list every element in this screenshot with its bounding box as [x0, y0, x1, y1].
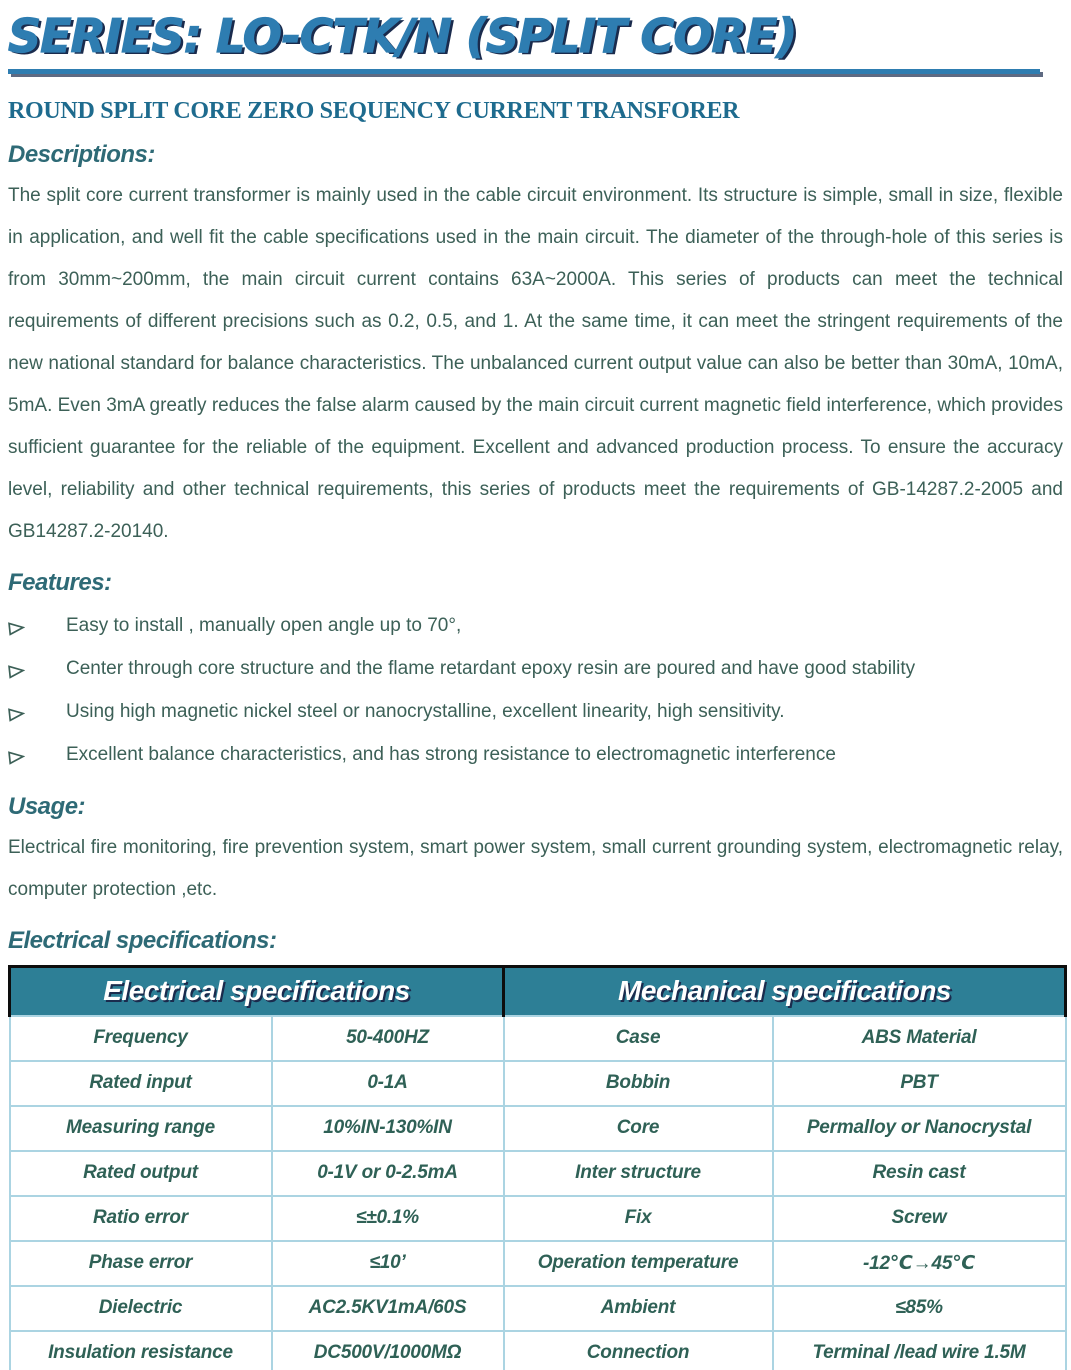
usage-paragraph: Electrical fire monitoring, fire prevention system, smart power system, small current grounding system, electromagnetic relay, computer protection ,etc. — [8, 836, 1063, 900]
spec-value-cell: DC500V/1000MΩ — [272, 1331, 504, 1370]
spec-name-cell: Insulation resistance — [10, 1331, 272, 1370]
electrical-specs-header: Electrical specifications — [10, 966, 504, 1016]
spec-value-cell: ≤±0.1% — [272, 1196, 504, 1241]
spec-value-cell: PBT — [773, 1061, 1066, 1106]
feature-text: Easy to install , manually open angle up to 70°, — [66, 615, 462, 637]
spec-name-cell: Rated input — [10, 1061, 272, 1106]
spec-value-cell: 50-400HZ — [272, 1016, 504, 1061]
feature-text: Excellent balance characteristics, and has strong resistance to electromagnetic interference — [66, 744, 836, 766]
spec-name-cell: Phase error — [10, 1241, 272, 1286]
feature-item — [8, 691, 1063, 734]
spec-name-cell: Ambient — [504, 1286, 773, 1331]
spec-value-cell: Terminal /lead wire 1.5M — [773, 1331, 1066, 1370]
specifications-table — [8, 965, 1067, 1370]
spec-value-cell: ≤85% — [773, 1286, 1066, 1331]
features-heading: Features: — [8, 568, 112, 596]
arrow-bullet-icon — [7, 702, 66, 722]
spec-value-cell: Screw — [773, 1196, 1066, 1241]
title-underline — [8, 69, 1040, 74]
spec-name-cell: Ratio error — [10, 1196, 272, 1241]
spec-name-cell: Frequency — [10, 1016, 272, 1061]
descriptions-paragraph: The split core current transformer is mainly used in the cable circuit environment. Its structure is simple, small in size, flexible in application, and well fit the cable specifications used in the main circuit. The diameter of the through-hole of this series is from 30mm~200mm, the main circuit current contains 63A~2000A. This series of products can meet the technical requirements of different precisions such as 0.2, 0.5, and 1. At the same time, it can meet the stringent requirements of the new national standard for balance characteristics. The unbalanced current output value can also be better than 30mA, 10mA, 5mA. Even 3mA greatly reduces the false alarm caused by the main circuit current magnetic field interference, which provides sufficient guarantee for the reliable of the equipment. Excellent and advanced production process. To ensure the accuracy level, reliability and other technical requirements, this series of products meet the requirements of GB-14287.2-2005 and GB14287.2-20140. — [8, 184, 1064, 542]
spec-name-cell: Case — [504, 1016, 773, 1061]
table-row — [10, 1106, 1066, 1151]
table-row — [10, 1151, 1066, 1196]
table-row — [10, 1196, 1066, 1241]
spec-name-cell: Fix — [504, 1196, 773, 1241]
feature-text: Center through core structure and the flame retardant epoxy resin are poured and have good stability — [66, 658, 916, 680]
table-row — [10, 1016, 1066, 1061]
table-row — [10, 1331, 1066, 1370]
spec-value-cell: 0-1V or 0-2.5mA — [272, 1151, 504, 1196]
mechanical-specs-header: Mechanical specifications — [504, 966, 1066, 1016]
features-list — [8, 605, 1063, 777]
feature-item — [8, 734, 1063, 777]
usage-heading: Usage: — [8, 792, 86, 820]
spec-value-cell: Resin cast — [773, 1151, 1066, 1196]
table-row — [10, 1241, 1066, 1286]
spec-name-cell: Dielectric — [10, 1286, 272, 1331]
page-subtitle: ROUND SPLIT CORE ZERO SEQUENCY CURRENT TRANSFORER — [8, 97, 740, 124]
feature-text: Using high magnetic nickel steel or nanocrystalline, excellent linearity, high sensitivity. — [66, 701, 785, 723]
specs-heading: Electrical specifications: — [8, 926, 277, 954]
spec-value-cell: Permalloy or Nanocrystal — [773, 1106, 1066, 1151]
page-title: SERIES: LO-CTK/N (SPLIT CORE) — [8, 9, 797, 63]
arrow-bullet-icon — [7, 616, 66, 636]
spec-value-cell: 10%IN-130%IN — [272, 1106, 504, 1151]
spec-value-cell: 0-1A — [272, 1061, 504, 1106]
table-header-row — [10, 966, 1066, 1016]
table-row — [10, 1286, 1066, 1331]
feature-item — [8, 605, 1063, 648]
spec-name-cell: Connection — [504, 1331, 773, 1370]
spec-value-cell: AC2.5KV1mA/60S — [272, 1286, 504, 1331]
spec-name-cell: Operation temperature — [504, 1241, 773, 1286]
feature-item — [8, 648, 1063, 691]
spec-value-cell: ≤10’ — [272, 1241, 504, 1286]
spec-name-cell: Inter structure — [504, 1151, 773, 1196]
spec-name-cell: Measuring range — [10, 1106, 272, 1151]
spec-name-cell: Core — [504, 1106, 773, 1151]
descriptions-heading: Descriptions: — [8, 140, 155, 168]
spec-value-cell: -12℃→45℃ — [773, 1241, 1066, 1286]
arrow-bullet-icon — [7, 659, 66, 679]
spec-name-cell: Rated output — [10, 1151, 272, 1196]
spec-value-cell: ABS Material — [773, 1016, 1066, 1061]
table-row — [10, 1061, 1066, 1106]
arrow-bullet-icon — [7, 745, 66, 765]
spec-name-cell: Bobbin — [504, 1061, 773, 1106]
